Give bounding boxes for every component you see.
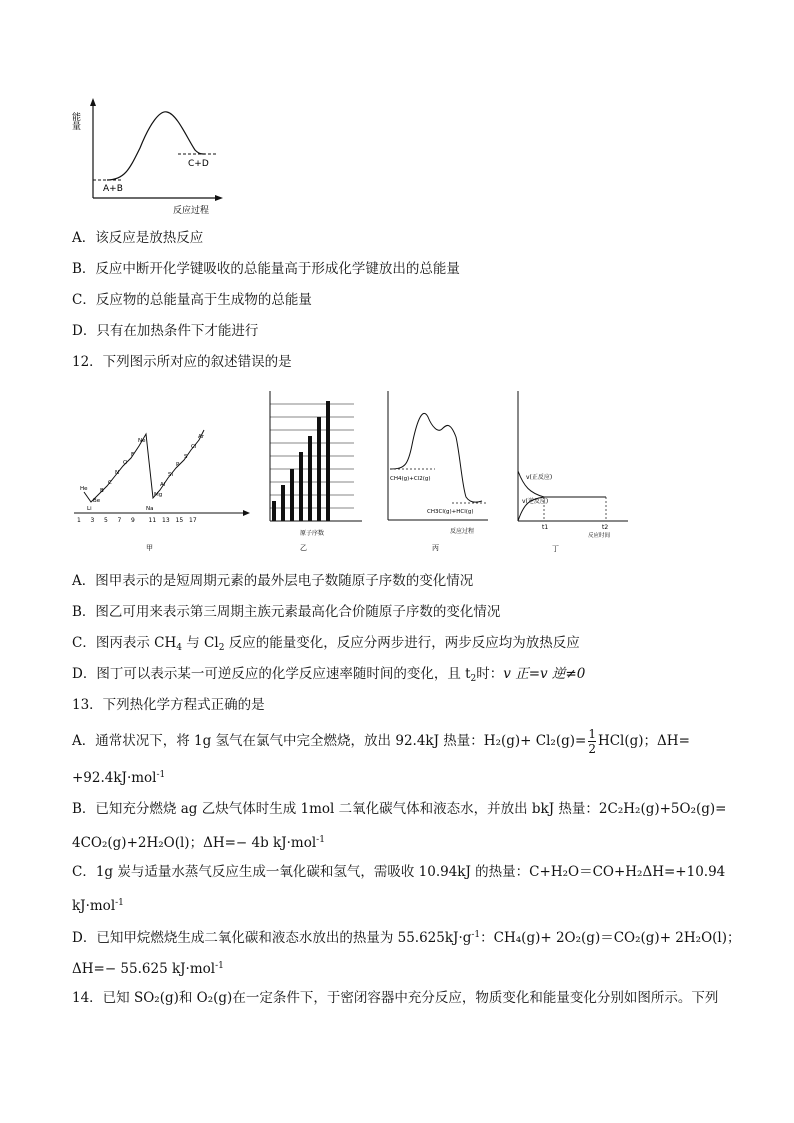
tick-label: 15 xyxy=(175,517,184,524)
q13-option-c-line1: C．1g 炭与适量水蒸气反应生成一氧化碳和氢气，需吸收 10.94kJ 的热量：C+H₂O＝CO+H₂ΔH=+10.94 xyxy=(72,864,726,880)
bar xyxy=(290,469,294,521)
reaction-process-label: 反应过程 xyxy=(173,206,210,216)
figure-bing-xlabel: 反应过程 xyxy=(450,528,475,535)
q12-stem: 12．下列图示所对应的叙述错误的是 xyxy=(72,354,292,370)
q12-option-b: B．图乙可用来表示第三周期主族元素最高化合价随原子序数的变化情况 xyxy=(72,604,501,620)
q12-option-c-part3: 反应的能量变化，反应分两步进行，两步反应均为放热反应 xyxy=(228,635,580,651)
element-label: Mg xyxy=(154,492,163,498)
q12-option-c: C．图丙表示 $CH_4$ 与 $Cl_2$ 反应的能量变化，反应分两步进行，两步反应均为放热反应 xyxy=(72,635,580,653)
energy-axis-label: 能量 xyxy=(70,112,80,130)
q12-option-c-part1: C．图丙表示 CH xyxy=(72,635,177,651)
figure-bing xyxy=(380,385,495,555)
q13-option-c-line2: kJ·mol$^{-1}$ xyxy=(72,898,124,914)
figure-bing-reactants: CH4(g)+Cl2(g) xyxy=(390,476,431,482)
element-label: Si xyxy=(168,472,174,478)
element-label: P xyxy=(176,462,180,468)
q13-stem: 13．下列热化学方程式正确的是 xyxy=(72,697,265,713)
q13-option-a-part1: A．通常状况下，将 1g 氢气在氯气中完全燃烧，放出 92.4kJ 热量：H₂(g)+ Cl₂(g)= xyxy=(72,733,587,749)
element-label: Ne xyxy=(138,438,146,444)
q13-option-a-line1 xyxy=(72,726,690,756)
tick-label: 9 xyxy=(131,517,135,524)
figure-bing-caption: 丙 xyxy=(432,544,439,552)
q13-option-b-line1: B．已知充分燃烧 ag 乙炔气体时生成 1mol 二氧化碳气体和液态水，并放出 bkJ 热量：2C₂H₂(g)+5O₂(g)= xyxy=(72,801,727,817)
energy-diagram-q11 xyxy=(70,98,225,218)
q11-option-c: C．反应物的总能量高于生成物的总能量 xyxy=(72,292,312,308)
q13-option-a-line2: +92.4kJ·mol$^{-1}$ xyxy=(72,770,166,786)
reactants-label: A+B xyxy=(103,184,123,194)
element-label: Cl xyxy=(191,444,197,450)
bar xyxy=(272,501,276,521)
q11-option-a: A．该反应是放热反应 xyxy=(72,230,204,246)
element-label: Al xyxy=(160,482,166,488)
t1-label: t1 xyxy=(542,524,549,531)
tick-label: 3 xyxy=(90,517,95,524)
tick-label: 17 xyxy=(189,517,197,524)
q14-stem: 14．已知 SO₂(g)和 O₂(g)在一定条件下，于密闭容器中充分反应，物质变化和能量变化分别如图所示。下列 xyxy=(72,990,719,1006)
element-label: F xyxy=(131,452,135,458)
element-label: Be xyxy=(93,498,101,504)
figure-ding-xlabel: 反应时间 xyxy=(588,533,611,539)
bar xyxy=(326,401,330,521)
tick-label: 1 xyxy=(77,517,81,524)
tick-label: 13 xyxy=(162,517,170,524)
q12-option-d-part1: D．图丁可以表示某一可逆反应的化学反应速率随时间的变化，且 t xyxy=(72,666,471,682)
reverse-rate-label: v(逆反应) xyxy=(522,498,549,505)
tick-label: 7 xyxy=(117,517,122,524)
element-label: Na xyxy=(146,506,154,512)
element-label: Ar xyxy=(198,434,205,440)
q11-option-b: B．反应中断开化学键吸收的总能量高于形成化学键放出的总能量 xyxy=(72,261,460,277)
figure-yi-xlabel: 原子序数 xyxy=(300,530,325,537)
q13-option-d-line1: D．已知甲烷燃烧生成二氧化碳和液态水放出的热量为 $55.625kJ\cdot g^{-1}$：CH₄(g)+ 2O₂(g)＝CO₂(g)+ 2H₂O(l)； xyxy=(72,930,741,946)
figure-jia-caption: 甲 xyxy=(146,544,153,552)
figure-yi xyxy=(262,385,372,555)
q12-option-d-part2: 时： xyxy=(476,666,504,682)
bar xyxy=(299,452,303,521)
figure-ding xyxy=(510,385,635,555)
element-label: Li xyxy=(87,506,92,512)
element-label: S xyxy=(184,454,188,460)
bar xyxy=(281,485,285,521)
tick-label: 5 xyxy=(104,517,108,524)
figure-yi-caption: 乙 xyxy=(300,544,307,552)
figure-jia xyxy=(72,420,252,560)
q11-option-d: D．只有在加热条件下才能进行 xyxy=(72,323,259,339)
element-label: N xyxy=(115,470,120,476)
element-label: He xyxy=(80,486,88,492)
element-label: C xyxy=(108,480,112,486)
element-label: B xyxy=(100,488,104,494)
forward-rate-label: v(正反应) xyxy=(526,474,553,481)
figure-bing-products: CH3Cl(g)+HCl(g) xyxy=(427,509,474,515)
products-label: C+D xyxy=(188,159,209,169)
q12-option-d-eq: v 正=v 逆≠0 xyxy=(503,666,586,682)
q13-option-a-part2: HCl(g)；ΔH= xyxy=(597,733,690,749)
q12-option-c-part2: 与 Cl xyxy=(186,635,219,651)
t2-label: t2 xyxy=(602,524,609,531)
q12-option-a: A．图甲表示的是短周期元素的最外层电子数随原子序数的变化情况 xyxy=(72,573,474,589)
bar xyxy=(308,436,312,521)
q13-option-d-line2: ΔH=− 55.625 kJ·mol$^{-1}$ xyxy=(72,961,224,977)
q13-option-b-line2: 4CO₂(g)+2H₂O(l)；ΔH=− 4b kJ·mol$^{-1}$ xyxy=(72,835,325,851)
fraction-half: $\frac{1}{2}$ xyxy=(588,727,596,756)
bar xyxy=(317,417,321,521)
q12-option-d: D．图丁可以表示某一可逆反应的化学反应速率随时间的变化，且 $t_2$时：v 正=v 逆≠0 xyxy=(72,666,586,684)
tick-label: 11 xyxy=(148,517,157,524)
element-label: O xyxy=(123,460,128,466)
figure-ding-caption: 丁 xyxy=(552,545,559,553)
